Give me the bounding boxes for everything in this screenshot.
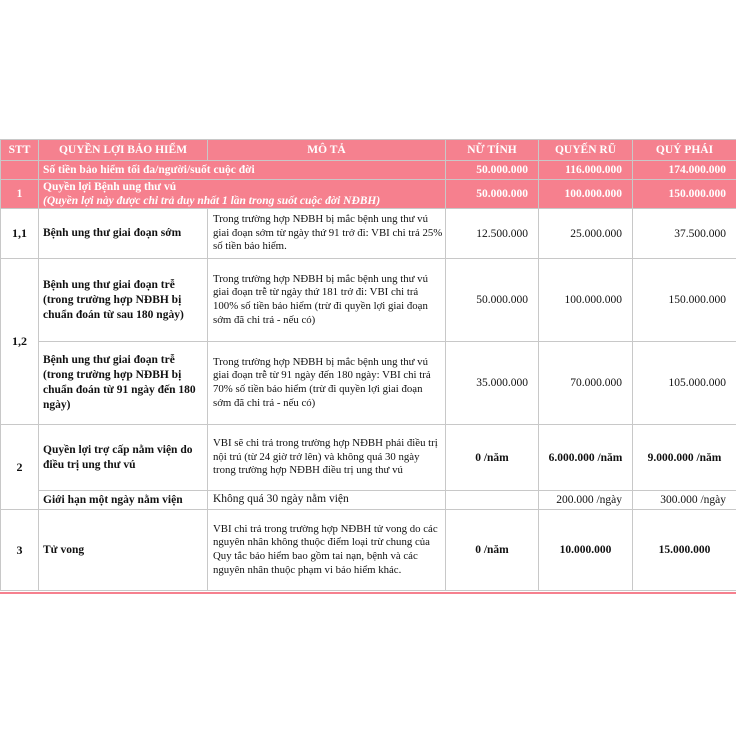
row-nu-tinh: 50.000.000 xyxy=(446,259,539,342)
summary-quy-phai: 174.000.000 xyxy=(633,161,736,180)
row-quy-phai: 300.000 /ngày xyxy=(633,491,736,510)
section-1-title-cell xyxy=(39,180,446,209)
row-quy-phai: 150.000.000 xyxy=(633,259,736,342)
section-1-quy-phai: 150.000.000 xyxy=(633,180,736,209)
row-quy-phai: 9.000.000 /năm xyxy=(633,425,736,491)
summary-row xyxy=(1,161,736,180)
summary-nu-tinh: 50.000.000 xyxy=(446,161,539,180)
row-quyen-ru: 70.000.000 xyxy=(539,342,633,425)
row-benefit: Bệnh ung thư giai đoạn sớm xyxy=(39,209,208,259)
row-stt: 3 xyxy=(1,510,39,591)
section-1-stt: 1 xyxy=(1,180,39,209)
header-description: MÔ TẢ xyxy=(208,140,446,161)
row-nu-tinh: 35.000.000 xyxy=(446,342,539,425)
header-plan-nu-tinh: NỮ TÍNH xyxy=(446,140,539,161)
table-row xyxy=(1,342,736,425)
row-description: VBI sẽ chi trả trong trường hợp NĐBH phải điều trị nội trú (từ 24 giờ trở lên) và không quá 30 ngày trong trường hợp NĐBH điều trị ung thư vú xyxy=(208,425,446,491)
row-quyen-ru: 10.000.000 xyxy=(539,510,633,591)
row-description: Trong trường hợp NĐBH bị mắc bệnh ung thư vú giai đoạn sớm từ ngày thứ 91 trở đi: VBI chi trả 25% số tiền bảo hiểm. xyxy=(208,209,446,259)
row-quyen-ru: 100.000.000 xyxy=(539,259,633,342)
row-stt: 1,2 xyxy=(1,259,39,425)
row-description: Không quá 30 ngày nằm viện xyxy=(208,491,446,510)
row-stt: 1,1 xyxy=(1,209,39,259)
header-benefit: QUYỀN LỢI BẢO HIỂM xyxy=(39,140,208,161)
row-quy-phai: 15.000.000 xyxy=(633,510,736,591)
row-nu-tinh: 0 /năm xyxy=(446,425,539,491)
bottom-divider xyxy=(0,592,736,594)
benefits-table xyxy=(0,139,736,591)
summary-stt-cell xyxy=(1,161,39,180)
row-quy-phai: 37.500.000 xyxy=(633,209,736,259)
row-description: Trong trường hợp NĐBH bị mắc bệnh ung thư vú giai đoạn trễ từ 91 ngày đến 180 ngày: VBI chi trả 70% số tiền bảo hiểm (trừ đi quyền lợi giai đoạn sớm đã chi trả - nếu có) xyxy=(208,342,446,425)
row-nu-tinh xyxy=(446,491,539,510)
row-benefit: Tử vong xyxy=(39,510,208,591)
row-description: VBI chi trả trong trường hợp NĐBH tử vong do các nguyên nhân không thuộc điểm loại trừ chung của Quy tắc bảo hiểm bao gồm tai nạn, bệnh và các nguyên nhân thuộc phạm vi bảo hiểm khác. xyxy=(208,510,446,591)
header-row xyxy=(1,140,736,161)
benefits-table-wrapper xyxy=(0,139,736,591)
header-plan-quyen-ru: QUYẾN RŨ xyxy=(539,140,633,161)
section-1-row xyxy=(1,180,736,209)
row-benefit: Giới hạn một ngày nằm viện xyxy=(39,491,208,510)
row-benefit: Bệnh ung thư giai đoạn trễ (trong trường hợp NĐBH bị chuẩn đoán từ sau 180 ngày) xyxy=(39,259,208,342)
row-quy-phai: 105.000.000 xyxy=(633,342,736,425)
summary-label: Số tiền bảo hiểm tối đa/người/suốt cuộc đời xyxy=(39,161,446,180)
table-row xyxy=(1,510,736,591)
row-quyen-ru: 6.000.000 /năm xyxy=(539,425,633,491)
row-benefit: Quyền lợi trợ cấp nằm viện do điều trị ung thư vú xyxy=(39,425,208,491)
row-stt: 2 xyxy=(1,425,39,510)
row-description: Trong trường hợp NĐBH bị mắc bệnh ung thư vú giai đoạn trễ từ ngày thứ 181 trở đi: VBI chi trả 100% số tiền bảo hiểm (trừ đi quyền lợi giai đoạn sớm đã chi trả - nếu có) xyxy=(208,259,446,342)
section-1-title: Quyền lợi Bệnh ung thư vú xyxy=(43,181,177,193)
summary-quyen-ru: 116.000.000 xyxy=(539,161,633,180)
section-1-quyen-ru: 100.000.000 xyxy=(539,180,633,209)
table-row xyxy=(1,425,736,491)
table-row xyxy=(1,491,736,510)
section-1-subtitle: (Quyền lợi này được chi trả duy nhất 1 lần trong suốt cuộc đời NĐBH) xyxy=(43,195,381,207)
row-quyen-ru: 200.000 /ngày xyxy=(539,491,633,510)
row-quyen-ru: 25.000.000 xyxy=(539,209,633,259)
section-1-nu-tinh: 50.000.000 xyxy=(446,180,539,209)
header-plan-quy-phai: QUÝ PHÁI xyxy=(633,140,736,161)
table-row xyxy=(1,209,736,259)
table-row xyxy=(1,259,736,342)
header-stt: STT xyxy=(1,140,39,161)
row-nu-tinh: 12.500.000 xyxy=(446,209,539,259)
row-nu-tinh: 0 /năm xyxy=(446,510,539,591)
row-benefit: Bệnh ung thư giai đoạn trễ (trong trường hợp NĐBH bị chuẩn đoán từ 91 ngày đến 180 ngày) xyxy=(39,342,208,425)
